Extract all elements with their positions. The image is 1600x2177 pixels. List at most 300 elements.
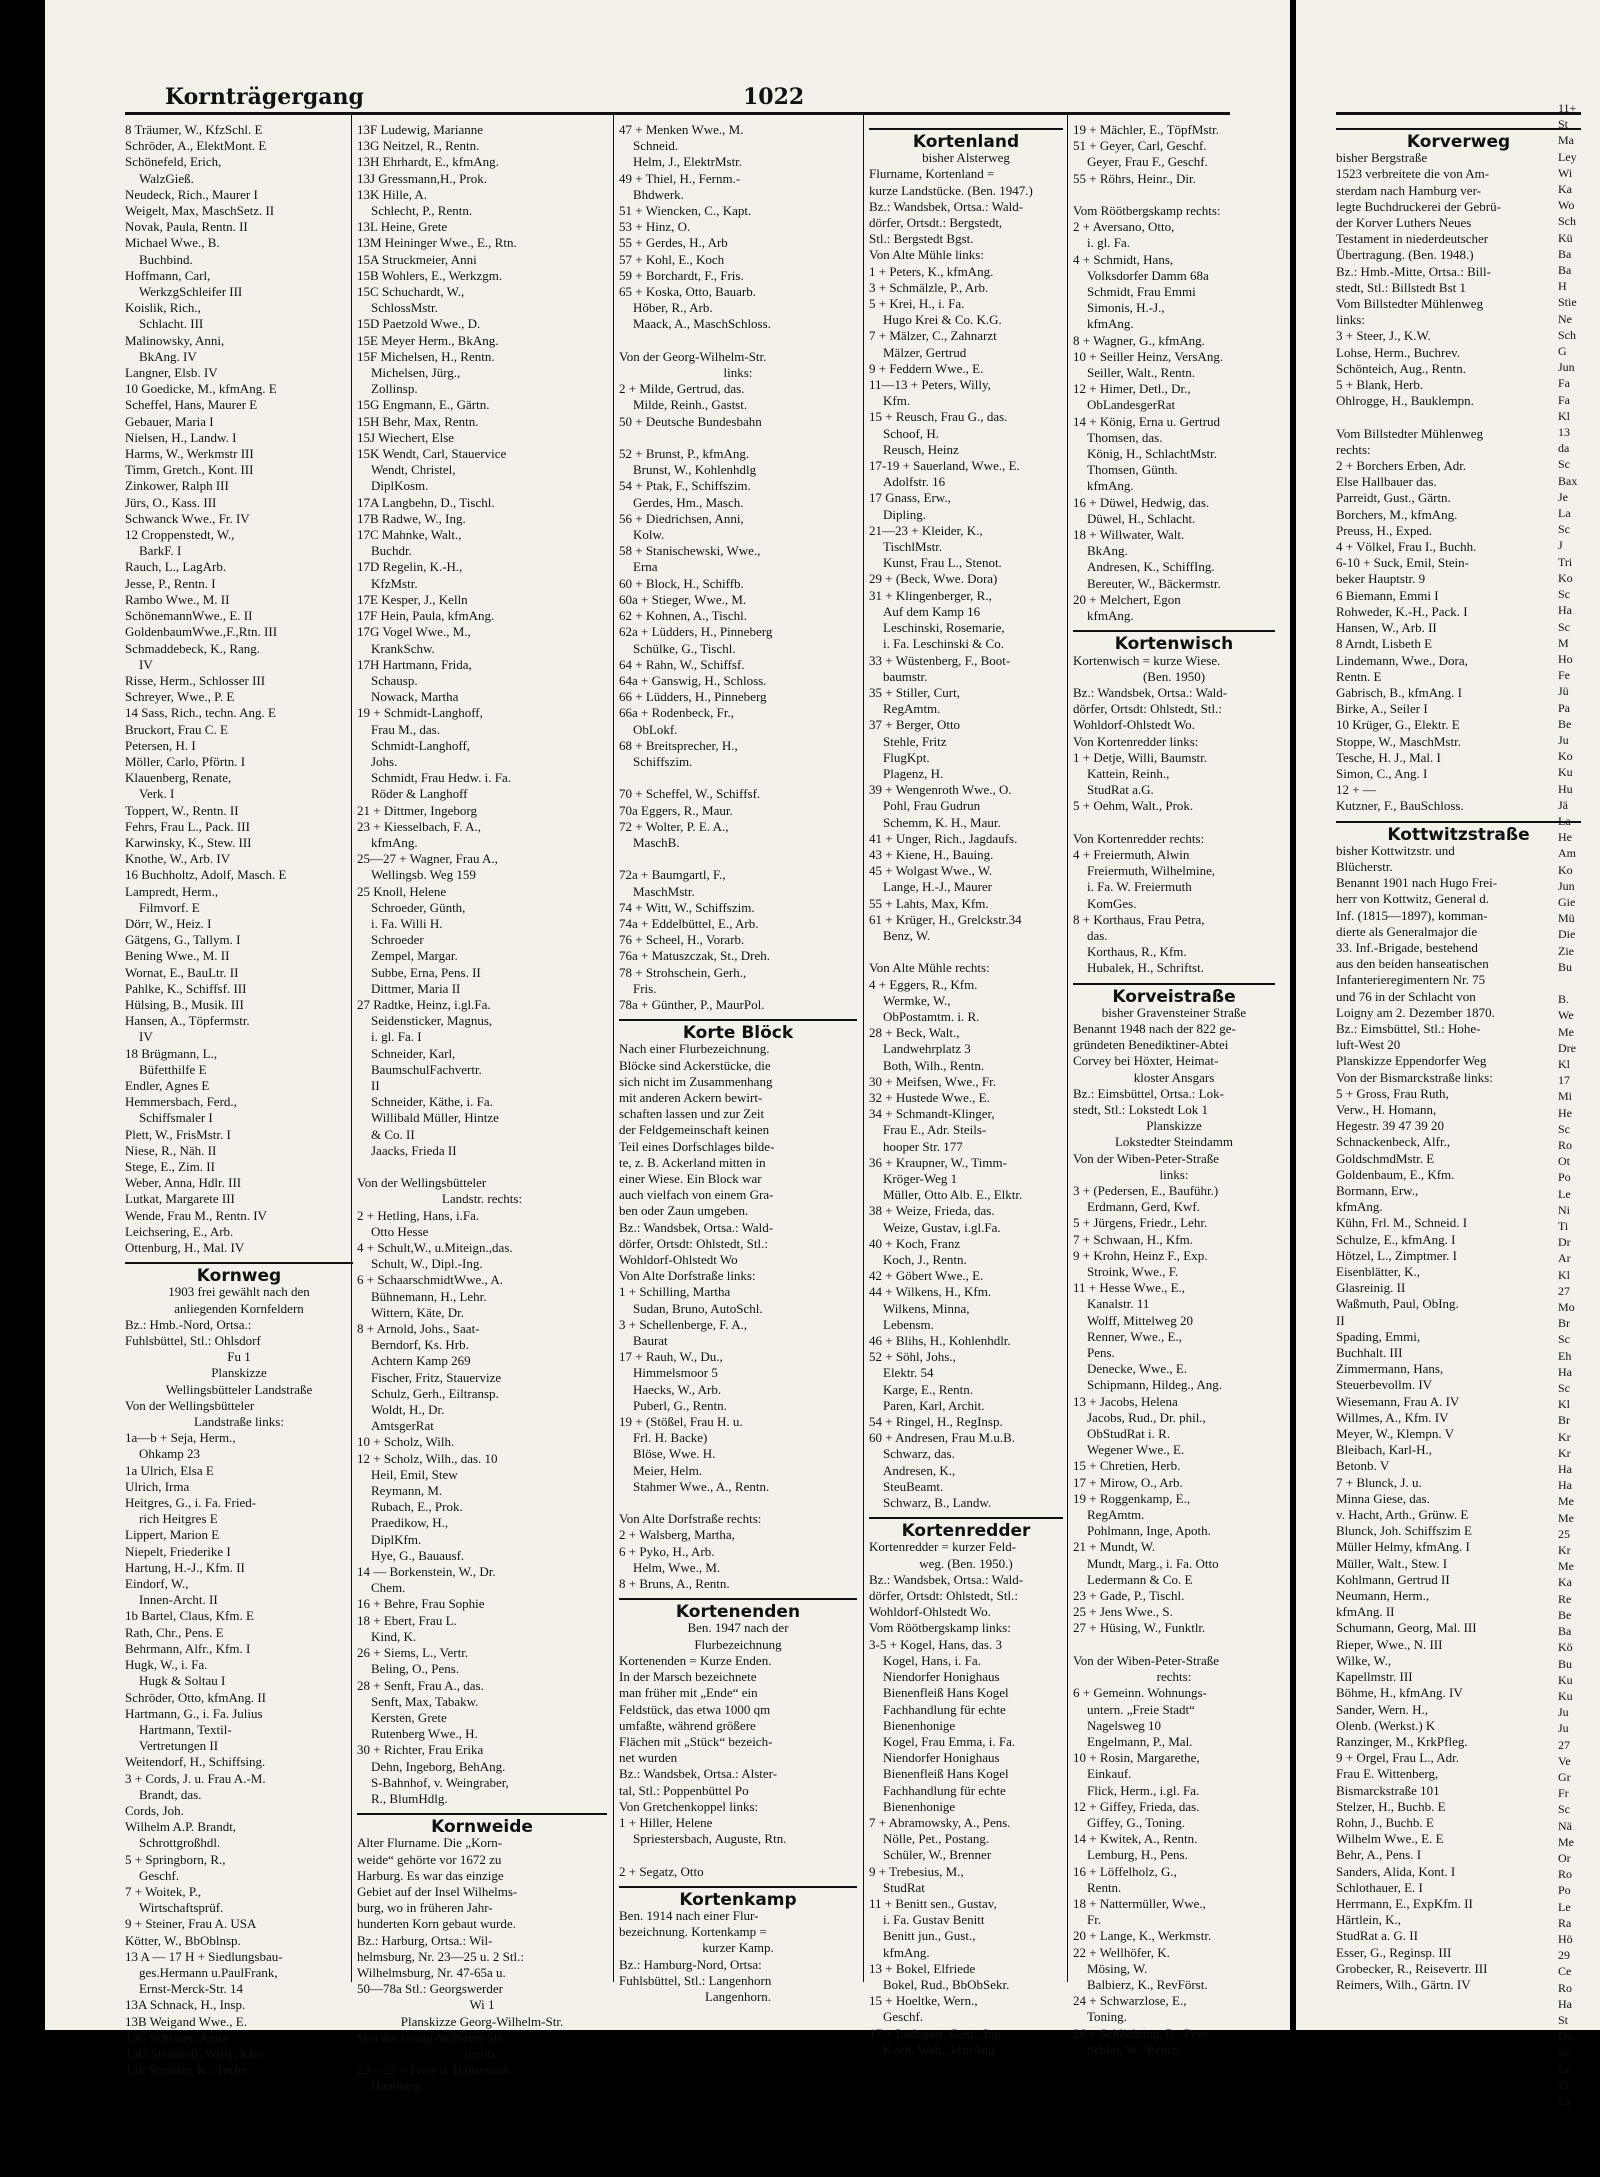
entry-continuation: Wermke, W., xyxy=(883,992,951,1008)
entry-continuation: Kröger-Weg 1 xyxy=(883,1171,958,1186)
directory-entry: 5 + Oehm, Walt., Prok. xyxy=(1073,798,1194,814)
edge-fragment: Kl xyxy=(1558,408,1570,423)
directory-entry: Risse, Herm., Schlosser III xyxy=(125,672,266,688)
entry-continuation: Kohlmann, Gertrud II xyxy=(1336,1571,1450,1587)
entry-continuation: beker Hauptstr. 9 xyxy=(1336,571,1426,587)
edge-fragment: Sc xyxy=(1558,1121,1570,1136)
entry-continuation: Reimers, Wilh., Gärtn. IV xyxy=(1336,1976,1471,1992)
entry-continuation: Schulze, E., kfmAng. I xyxy=(1336,1231,1456,1247)
directory-entry: 14 — Borkenstein, W., Dr. xyxy=(357,1564,496,1580)
directory-entry: sterdam nach Hamburg ver- xyxy=(1336,182,1481,198)
entry-continuation: Betonb. V xyxy=(1336,1458,1390,1474)
edge-fragment: Sc xyxy=(1558,587,1570,602)
edge-fragment: Sc xyxy=(1558,1381,1570,1396)
directory-entry: 1 + Detje, Willi, Baumstr. xyxy=(1073,749,1208,765)
entry-continuation: Hugo Krei & Co. K.G. xyxy=(883,312,1002,328)
edge-fragment: Be xyxy=(1558,1607,1572,1622)
directory-entry: Von der Wellingsbütteler xyxy=(125,1397,255,1413)
spacer xyxy=(619,1495,857,1511)
edge-fragment: Jun xyxy=(1558,878,1575,893)
directory-entry: 11 + Benitt sen., Gustav, xyxy=(869,1895,997,1911)
directory-entry: Hoffmann, Carl, xyxy=(125,267,211,283)
street-note: bisher Bergstraße xyxy=(1336,150,1428,166)
street-note: Planskizze Georg-Wilhelm-Str. xyxy=(400,2013,564,2029)
directory-entry: Von der Bismarckstraße links: xyxy=(1336,1069,1493,1085)
directory-entry: 2 + Hetling, Hans, i.Fa. xyxy=(357,1207,480,1223)
entry-continuation: Geschf. xyxy=(139,1867,180,1883)
edge-fragment: Fe xyxy=(1558,668,1570,683)
entry-continuation: TischlMstr. xyxy=(883,539,943,555)
directory-entry: 64 + Rahn, W., Schiffsf. xyxy=(619,656,745,672)
entry-continuation: kfmAng. xyxy=(1087,478,1134,494)
directory-entry: Neudeck, Rich., Maurer I xyxy=(125,186,258,202)
entry-continuation: Ohlrogge, H., Bauklempn. xyxy=(1336,393,1474,409)
entry-continuation: RegAmtm. xyxy=(1087,1507,1145,1523)
directory-entry: 78a + Günther, P., MaurPol. xyxy=(619,996,765,1012)
edge-fragment: We xyxy=(1558,1008,1574,1023)
street-note: links: xyxy=(1159,1166,1189,1182)
directory-entry: Plett, W., FrisMstr. I xyxy=(125,1126,231,1142)
entry-continuation: Geschf. xyxy=(883,2009,924,2025)
directory-entry: Langner, Elsb. IV xyxy=(125,365,218,381)
entry-continuation: Büfetthilfe E xyxy=(139,1061,207,1077)
street-note: links: xyxy=(723,365,753,381)
directory-entry: Testament in niederdeutscher xyxy=(1336,231,1489,247)
directory-entry: 3 + Schellenberge, F. A., xyxy=(619,1316,748,1332)
directory-entry: 26 + Siems, L., Vertr. xyxy=(357,1645,469,1661)
entry-continuation: Schneider, Käthe, i. Fa. xyxy=(371,1094,493,1110)
street-note: Landstraße links: xyxy=(194,1414,284,1430)
street-note: Lokstedter Steindamm xyxy=(1114,1134,1234,1150)
entry-continuation: & Co. II xyxy=(371,1126,415,1142)
entry-continuation: Goldenbaum, E., Kfm. xyxy=(1336,1166,1455,1182)
entry-continuation: Gabrisch, B., kfmAng. I xyxy=(1336,684,1463,700)
directory-entry: 17C Mahnke, Walt., xyxy=(357,527,462,543)
directory-entry: 7 + Blunck, J. u. xyxy=(1336,1474,1422,1490)
entry-continuation: Pohlmann, Inge, Apoth. xyxy=(1087,1523,1211,1539)
entry-continuation: Paren, Karl, Archit. xyxy=(883,1397,985,1413)
edge-fragment: Sc xyxy=(1558,1332,1570,1347)
directory-entry: 29 + (Beck, Wwe. Dora) xyxy=(869,571,998,587)
edge-fragment: Gie xyxy=(1558,894,1576,909)
directory-entry: 52 + Söhl, Johs., xyxy=(869,1349,956,1365)
street-note: 1903 frei gewählt nach den xyxy=(168,1284,310,1300)
edge-fragment: Je xyxy=(1558,489,1568,504)
entry-continuation: Sudan, Bruno, AutoSchl. xyxy=(633,1300,763,1316)
spacer xyxy=(619,333,857,349)
entry-continuation: das. xyxy=(1087,927,1108,943)
street-note: Vom Billstedter Mühlenweg xyxy=(1336,425,1484,441)
edge-fragment: 13 xyxy=(1558,425,1570,440)
directory-entry: 34 + Schmandt-Klinger, xyxy=(869,1106,995,1122)
entry-continuation: kfmAng. xyxy=(371,834,418,850)
directory-entry: 18 + Nattermüller, Wwe., xyxy=(1073,1895,1206,1911)
street-heading: Kortenwisch xyxy=(1073,630,1275,652)
entry-continuation: Fr. xyxy=(1087,1912,1102,1928)
entry-continuation: Stelzer, H., Buchb. E xyxy=(1336,1798,1446,1814)
entry-continuation: Andresen, K., SchiffIng. xyxy=(1087,559,1215,575)
edge-fragment: Kü xyxy=(1558,230,1573,245)
edge-fragment: Ro xyxy=(1558,1867,1573,1882)
entry-continuation: Bormann, Erw., xyxy=(1336,1183,1419,1198)
directory-entry: 9 + Feddern Wwe., E. xyxy=(869,360,984,376)
directory-entry: Bz.: Eimsbüttel, Ortsa.: Lok- xyxy=(1073,1085,1224,1101)
entry-continuation: Schlacht. III xyxy=(139,316,204,332)
entry-continuation: Zimmermann, Hans, xyxy=(1336,1361,1444,1377)
entry-continuation: Grobecker, R., Reisevertr. III xyxy=(1336,1960,1488,1976)
entry-continuation: Gerdes, Hm., Masch. xyxy=(633,494,744,510)
directory-entry: Von Alte Mühle rechts: xyxy=(869,960,990,976)
entry-continuation: Fachhandlung für echte xyxy=(883,1782,1006,1798)
edge-fragment: Be xyxy=(1558,716,1572,731)
directory-entry: tal, Stl.: Poppenbüttel Po xyxy=(619,1782,749,1798)
directory-entry: 1 + Hiller, Helene xyxy=(619,1814,713,1830)
street-note: Wi 1 xyxy=(469,1997,495,2013)
directory-entry: Bz.: Hmb.-Nord, Ortsa.: xyxy=(125,1316,252,1332)
entry-continuation: Geyer, Frau F., Geschf. xyxy=(1087,154,1208,170)
entry-continuation: Tesche, H. J., Mal. I xyxy=(1336,749,1441,765)
edge-fragment: G xyxy=(1558,344,1567,359)
entry-continuation: Praedikow, H., xyxy=(371,1515,449,1531)
directory-entry: 17 + Mirow, O., Arb. xyxy=(1073,1474,1183,1490)
entry-continuation: Filmvorf. E xyxy=(139,899,200,915)
edge-fragment: Ma xyxy=(1558,133,1574,148)
directory-entry: 56 + Diedrichsen, Anni, xyxy=(619,510,744,526)
directory-entry: 33 + Wüstenberg, F., Boot- xyxy=(869,652,1011,668)
street-note: anliegenden Kornfeldern xyxy=(174,1300,304,1316)
directory-entry: 4 + Völkel, Frau I., Buchh. xyxy=(1336,539,1477,555)
directory-entry: 4 + Freiermuth, Alwin xyxy=(1073,846,1190,862)
directory-entry: Feldstück, das etwa 1000 qm xyxy=(619,1701,771,1717)
entry-continuation: Röder & Langhoff xyxy=(371,786,468,802)
spacer xyxy=(619,770,857,786)
directory-entry: te, z. B. Ackerland mitten in xyxy=(619,1154,766,1170)
edge-fragment: Bu xyxy=(1558,959,1573,974)
entry-continuation: Mösing, W. xyxy=(1087,1960,1148,1976)
entry-continuation: Lebensm. xyxy=(883,1316,934,1332)
directory-entry: 23—25 + Freie u. Hansestadt xyxy=(357,2062,510,2078)
entry-continuation: Verw., H. Homann, xyxy=(1336,1101,1437,1117)
entry-continuation: Meier, Helm. xyxy=(633,1462,703,1478)
entry-continuation: Steuerbevollm. IV xyxy=(1336,1377,1433,1393)
directory-entry: ben oder Zaun umgeben. xyxy=(619,1203,749,1219)
directory-entry: Wilhelmsburg, Nr. 47-65a u. xyxy=(357,1964,506,1980)
directory-entry: Wornat, E., BauLtr. II xyxy=(125,964,239,980)
directory-entry: Von der Georg-Wilhelm-Str. xyxy=(357,2029,505,2045)
entry-continuation: Kunst, Frau L., Stenot. xyxy=(883,555,1002,571)
directory-entry: Scheffel, Hans, Maurer E xyxy=(125,397,258,413)
directory-entry: 10 Goedicke, M., kfmAng. E xyxy=(125,381,277,397)
entry-continuation: Auf dem Kamp 16 xyxy=(883,603,981,619)
edge-fragment: Hu xyxy=(1558,781,1573,796)
spacer xyxy=(619,1847,857,1863)
edge-fragment: Dre xyxy=(1558,1040,1576,1055)
directory-entry: Wohldorf-Ohlstedt Wo. xyxy=(1073,717,1195,733)
entry-continuation: kfmAng. xyxy=(1336,1199,1383,1215)
directory-entry: 55 + Lahts, Max, Kfm. xyxy=(869,895,989,911)
edge-fragment: Fr xyxy=(1558,1786,1569,1801)
directory-entry: SchönemannWwe., E. II xyxy=(125,608,253,624)
directory-entry: 6-10 + Suck, Emil, Stein- xyxy=(1336,555,1469,571)
directory-entry: 74 + Witt, W., Schiffszim. xyxy=(619,899,755,915)
directory-entry: Dörr, W., Heiz. I xyxy=(125,915,212,931)
entry-continuation: Korthaus, R., Kfm. xyxy=(1087,944,1187,960)
edge-fragment: H xyxy=(1558,279,1567,294)
entry-continuation: i. gl. Fa. I xyxy=(371,1029,422,1045)
directory-entry: 7 + Woitek, P., xyxy=(125,1883,202,1899)
entry-continuation: Bokel, Rud., BbObSekr. xyxy=(883,1976,1010,1992)
directory-entry: Wohldorf-Ohlstedt Wo. xyxy=(869,1604,991,1620)
entry-continuation: Otto Hesse xyxy=(371,1223,429,1239)
directory-entry: 13D Steinhoff, Willy, Kfm. xyxy=(125,2045,267,2061)
directory-entry: Rath, Chr., Pens. E xyxy=(125,1624,224,1640)
entry-continuation: Freiermuth, Wilhelmine, xyxy=(1087,863,1216,879)
edge-fragment: Jun xyxy=(1558,360,1575,375)
directory-entry: 54 + Ptak, F., Schiffszim. xyxy=(619,478,751,494)
edge-fragment: Ti xyxy=(1558,1219,1569,1234)
entry-continuation: S-Bahnhof, v. Weingraber, xyxy=(371,1774,509,1790)
entry-continuation: Subbe, Erna, Pens. II xyxy=(371,964,481,980)
entry-continuation: II xyxy=(371,1077,380,1093)
directory-entry: 13 + Bokel, Elfriede xyxy=(869,1960,976,1976)
edge-fragment: Ku xyxy=(1558,1672,1573,1687)
entry-continuation: Blöse, Wwe. H. xyxy=(633,1446,716,1462)
directory-entry: 50—78a Stl.: Georgswerder xyxy=(357,1981,503,1997)
directory-entry: 8 + Arnold, Johs., Saat- xyxy=(357,1321,480,1337)
edge-fragment: La xyxy=(1558,2093,1571,2108)
directory-entry: 15 + Hoeltke, Wern., xyxy=(869,1993,978,2009)
edge-fragment: Sc xyxy=(1558,522,1570,537)
entry-continuation: Michelsen, Jürg., xyxy=(371,365,461,381)
directory-entry: Von Alte Mühle links: xyxy=(869,247,984,263)
edge-fragment: Me xyxy=(1558,1510,1574,1525)
edge-fragment: B. xyxy=(1558,992,1570,1007)
directory-entry: Bz.: Hamburg-Nord, Ortsa: xyxy=(619,1956,762,1972)
edge-fragment: Sch xyxy=(1558,214,1576,229)
directory-entry: 25 Knoll, Helene xyxy=(357,883,447,899)
entry-continuation: Renner, Wwe., E., xyxy=(1087,1328,1182,1344)
entry-continuation: Benitt jun., Gust., xyxy=(883,1928,976,1944)
directory-entry: Lampredt, Herm., xyxy=(125,883,219,899)
directory-entry: Niese, R., Näh. II xyxy=(125,1142,217,1158)
directory-entry: 13H Ehrhardt, E., kfmAng. xyxy=(357,154,499,170)
directory-entry: Endler, Agnes E xyxy=(125,1077,210,1093)
directory-entry: 15C Schuchardt, W., xyxy=(357,284,465,300)
entry-continuation: Denecke, Wwe., E. xyxy=(1087,1361,1188,1377)
entry-continuation: Behr, A., Pens. I xyxy=(1336,1847,1422,1863)
edge-fragment: Ni xyxy=(1558,1202,1570,1217)
directory-entry: 19 + Schmidt-Langhoff, xyxy=(357,705,483,721)
entry-continuation: Kattein, Reinh., xyxy=(1087,765,1170,781)
entry-continuation: Andresen, K., xyxy=(883,1462,956,1478)
directory-entry: 7 + Mälzer, C., Zahnarzt xyxy=(869,328,997,344)
page-number: 1022 xyxy=(743,84,805,110)
edge-fragment: Ko xyxy=(1558,570,1573,585)
edge-fragment: Mo xyxy=(1558,1300,1575,1315)
directory-entry: 6 + Gemeinn. Wohnungs- xyxy=(1073,1685,1207,1701)
entry-continuation: Himmelsmoor 5 xyxy=(633,1365,718,1381)
entry-continuation: SteuBeamt. xyxy=(883,1478,944,1494)
entry-continuation: Schönteich, Aug., Rentn. xyxy=(1336,360,1466,376)
street-note: Ben. 1947 nach der xyxy=(687,1620,789,1636)
entry-continuation: Vertretungen II xyxy=(139,1738,219,1754)
directory-entry: Niepelt, Friederike I xyxy=(125,1543,231,1559)
directory-entry: aus den beiden hanseatischen xyxy=(1336,956,1489,972)
entry-continuation: Schulz, Gerh., Eiltransp. xyxy=(371,1385,499,1401)
edge-fragment: Kl xyxy=(1558,1056,1570,1071)
spacer xyxy=(619,430,857,446)
directory-entry: Schröder, A., ElektMont. E xyxy=(125,138,267,154)
entry-continuation: Rohweder, K.-H., Pack. I xyxy=(1336,603,1468,619)
entry-continuation: Wirtschaftsprüf. xyxy=(139,1900,224,1916)
directory-entry: Benannt 1948 nach der 822 ge- xyxy=(1073,1020,1236,1036)
directory-entry: 30 + Meifsen, Wwe., Fr. xyxy=(869,1073,996,1089)
column-divider xyxy=(613,112,614,1982)
directory-entry: 13M Heininger Wwe., E., Rtn. xyxy=(357,235,517,251)
entry-continuation: Rutenberg Wwe., H. xyxy=(371,1726,478,1742)
edge-fragment: St xyxy=(1558,117,1569,132)
directory-entry: 66a + Rodenbeck, Fr., xyxy=(619,705,734,721)
entry-continuation: Bienenfleiß Hans Kogel xyxy=(883,1766,1009,1782)
street-heading: Korveistraße xyxy=(1073,983,1275,1005)
directory-entry: 44 + Wilkens, H., Kfm. xyxy=(869,1284,992,1300)
directory-entry: 27 Radtke, Heinz, i.gl.Fa. xyxy=(357,996,491,1012)
entry-continuation: WalzGieß. xyxy=(139,170,194,186)
directory-entry: Infanterieregimentern Nr. 75 xyxy=(1336,972,1486,988)
edge-fragment xyxy=(1558,975,1598,991)
entry-continuation: i. Fa. Willi H. xyxy=(371,915,443,931)
entry-continuation: Berndorf, Ks. Hrb. xyxy=(371,1337,469,1353)
street-note: Planskizze Eppendorfer Weg xyxy=(1336,1053,1487,1069)
directory-entry: Übertragung. (Ben. 1948.) xyxy=(1336,247,1474,263)
entry-continuation: Chem. xyxy=(371,1580,406,1596)
directory-entry: 16 + Behre, Frau Sophie xyxy=(357,1596,485,1612)
directory-entry: umfaßte, während größere xyxy=(619,1717,756,1733)
edge-fragment: 17 xyxy=(1558,1073,1570,1088)
directory-entry: Timm, Gretch., Kont. III xyxy=(125,462,254,478)
directory-entry: 9 + Orgel, Frau L., Adr. xyxy=(1336,1750,1459,1766)
directory-entry: und 76 in der Schlacht von xyxy=(1336,988,1476,1004)
entry-continuation: R., BlumHdlg. xyxy=(371,1790,448,1806)
street-note: Fu 1 xyxy=(227,1349,251,1365)
entry-continuation: Engelmann, P., Mal. xyxy=(1087,1733,1193,1749)
directory-entry: Lippert, Marion E xyxy=(125,1527,220,1543)
edge-fragment: Bax xyxy=(1558,473,1578,488)
directory-entry: 12 + — xyxy=(1336,782,1376,798)
entry-continuation: Schipmann, Hildeg., Ang. xyxy=(1087,1377,1223,1393)
directory-entry: 4 + Schmidt, Hans, xyxy=(1073,251,1174,267)
entry-continuation: Bienenfleiß Hans Kogel xyxy=(883,1685,1009,1701)
entry-continuation: Hegestr. 39 47 39 20 xyxy=(1336,1118,1444,1134)
entry-continuation: Spading, Emmi, xyxy=(1336,1328,1421,1344)
entry-continuation: Ohkamp 23 xyxy=(139,1446,201,1462)
directory-entry: Kötter, W., BbOblnsp. xyxy=(125,1932,241,1948)
entry-continuation: Wegener Wwe., E. xyxy=(1087,1442,1185,1458)
entry-continuation: Rieper, Wwe., N. III xyxy=(1336,1636,1443,1652)
directory-entry: 72a + Baumgartl, F., xyxy=(619,867,726,883)
entry-continuation: Preuss, H., Exped. xyxy=(1336,522,1433,538)
directory-entry: 8 + Korthaus, Frau Petra, xyxy=(1073,911,1205,927)
directory-entry: In der Marsch bezeichnete xyxy=(619,1669,757,1685)
directory-entry: Schönefeld, Erich, xyxy=(125,154,222,170)
entry-continuation: Heil, Emil, Stew xyxy=(371,1466,458,1482)
entry-continuation: Johs. xyxy=(371,753,398,769)
edge-fragment: Gr xyxy=(1558,1769,1571,1784)
edge-fragment: Stie xyxy=(1558,295,1577,310)
edge-fragment: Re xyxy=(1558,1591,1572,1606)
edge-fragment: Pa xyxy=(1558,700,1570,715)
directory-entry: 13E Struhler, K., Techn. xyxy=(125,2062,251,2078)
entry-continuation: Volksdorfer Damm 68a xyxy=(1087,267,1209,283)
spacer xyxy=(1073,815,1275,831)
edge-fragment: Ce xyxy=(1558,1964,1572,1979)
directory-entry: legte Buchdruckerei der Gebrü- xyxy=(1336,198,1501,214)
edge-fragment: Le xyxy=(1558,2061,1571,2076)
directory-entry: Möller, Carlo, Pförtn. I xyxy=(125,753,246,769)
directory-entry: 17G Vogel Wwe., M., xyxy=(357,624,471,640)
directory-entry: 2 + Aversano, Otto, xyxy=(1073,219,1175,235)
entry-continuation: Innen-Archt. II xyxy=(139,1592,218,1608)
entry-continuation: Fischer, Fritz, Stauervize xyxy=(371,1369,502,1385)
entry-continuation: Woldt, H., Dr. xyxy=(371,1402,445,1418)
directory-entry: einer Wiese. Ein Block war xyxy=(619,1171,762,1186)
entry-continuation: Buchdr. xyxy=(371,543,412,559)
street-note: Blücherstr. xyxy=(1336,858,1393,874)
directory-entry: 12 + Giffey, Frieda, das. xyxy=(1073,1798,1200,1814)
directory-entry: 17A Langbehn, D., Tischl. xyxy=(357,494,495,510)
edge-fragment: Ha xyxy=(1558,1364,1572,1379)
entry-continuation: Eisenblätter, K., xyxy=(1336,1264,1420,1280)
directory-entry: 66 + Lüdders, H., Pinneberg xyxy=(619,689,767,705)
directory-entry: 4 + Schult,W., u.Miteign.,das. xyxy=(357,1240,513,1256)
directory-entry: 35 + Stiller, Curt, xyxy=(869,684,960,700)
entry-continuation: Schnackenbeck, Alfr., xyxy=(1336,1134,1451,1150)
directory-entry: Corvey bei Höxter, Heimat- xyxy=(1073,1053,1219,1069)
edge-fragment: St xyxy=(1558,2012,1569,2027)
entry-continuation: Frau E. Wittenberg, xyxy=(1336,1766,1439,1782)
entry-continuation: Hötzel, L., Zimptmer. I xyxy=(1336,1247,1457,1263)
street-note: bisher Kottwitzstr. und xyxy=(1336,842,1455,858)
entry-continuation: Frau E., Adr. Steils- xyxy=(883,1122,987,1138)
entry-continuation: Schiffsmaler I xyxy=(139,1110,213,1126)
directory-entry: 1523 verbreitete die von Am- xyxy=(1336,166,1490,182)
entry-continuation: i. gl. Fa. xyxy=(1087,235,1130,251)
entry-continuation: i. Fa. W. Freiermuth xyxy=(1087,879,1192,895)
street-note: Planskizze xyxy=(211,1365,267,1381)
entry-continuation: Olenb. (Werkst.) K xyxy=(1336,1717,1436,1733)
entry-continuation: Else Hallbauer das. xyxy=(1336,474,1437,490)
entry-continuation: Schmidt, Frau Emmi xyxy=(1087,284,1196,300)
directory-entry: Von Kortenredder rechts: xyxy=(1073,830,1205,846)
entry-continuation: Bereuter, W., Bäckermstr. xyxy=(1087,575,1221,591)
directory-entry: 5 + Krei, H., i. Fa. xyxy=(869,296,965,312)
directory-entry: 10 + Rosin, Margarethe, xyxy=(1073,1750,1200,1766)
edge-fragment: Ha xyxy=(1558,1462,1572,1477)
directory-entry: 3-5 + Kogel, Hans, das. 3 xyxy=(869,1636,1002,1652)
directory-entry: Jürs, O., Kass. III xyxy=(125,494,217,510)
entry-continuation: Giffey, G., Toning. xyxy=(1087,1814,1186,1830)
entry-continuation: Lohse, Herm., Buchrev. xyxy=(1336,344,1461,360)
entry-continuation: Zollinsp. xyxy=(371,381,418,397)
directory-entry: Fehrs, Frau L., Pack. III xyxy=(125,818,250,834)
directory-entry: 23 + Kiesselbach, F. A., xyxy=(357,818,482,834)
directory-entry: 10 + Seiller Heinz, VersAng. xyxy=(1073,348,1224,364)
edge-fragment: Ha xyxy=(1558,1478,1572,1493)
entry-continuation: Birke, A., Seiler I xyxy=(1336,701,1428,717)
entry-continuation: ObLandesgerRat xyxy=(1087,397,1176,413)
entry-continuation: Schult, W., Dipl.-Ing. xyxy=(371,1256,483,1272)
street-note: luft-West 20 xyxy=(1336,1037,1401,1053)
